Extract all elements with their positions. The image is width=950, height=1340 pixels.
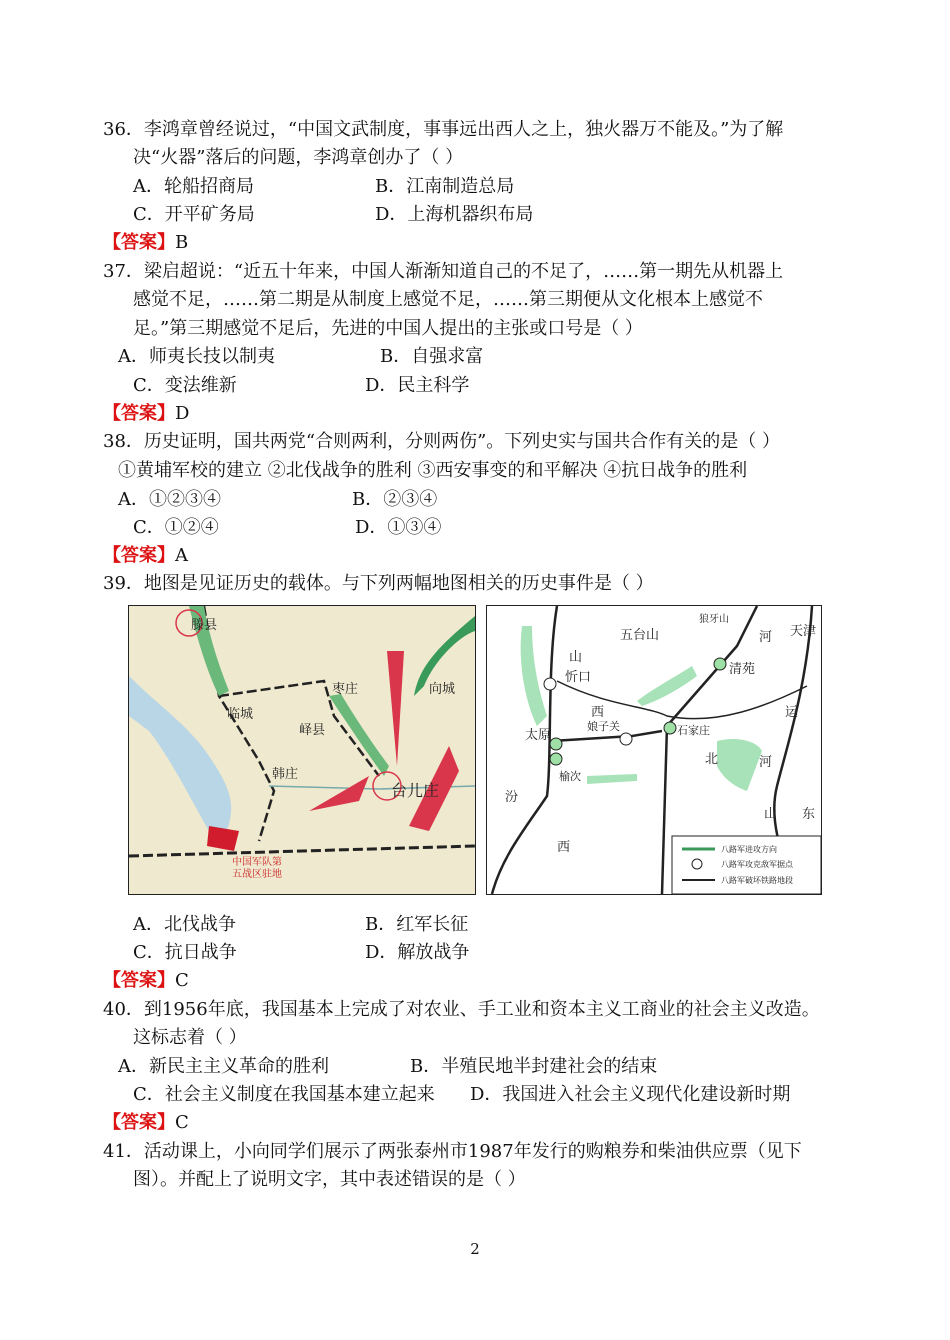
question-40-line-1: 40．到1956年底，我国基本上完成了对农业、手工业和资本主义工商业的社会主义改造。 <box>103 999 820 1020</box>
question-38-line-1: 38．历史证明，国共两党“合则两利，分则两伤”。下列史实与国共合作有关的是（ ） <box>103 431 781 452</box>
map-label: 西 <box>591 705 605 720</box>
option-38-d: D．①③④ <box>355 517 442 538</box>
question-41-line-2: 图）。并配上了说明文字，其中表述错误的是（ ） <box>133 1169 526 1190</box>
map-label: 五战区驻地 <box>232 869 282 880</box>
option-40-c: C．社会主义制度在我国基本建立起来 <box>133 1084 435 1105</box>
option-36-b: B．江南制造总局 <box>375 176 515 197</box>
shijiazhuang-point <box>664 722 676 734</box>
map-label: 河 <box>759 630 773 645</box>
question-38-line-2: ①黄埔军校的建立 ②北伐战争的胜利 ③西安事变的和平解决 ④抗日战争的胜利 <box>118 460 748 481</box>
option-36-d: D．上海机器织布局 <box>375 204 534 225</box>
option-37-a: A．师夷长技以制夷 <box>118 346 275 367</box>
attack-arrow <box>309 776 369 811</box>
green-area <box>587 774 637 784</box>
attack-arrow <box>387 651 404 766</box>
answer-value: D <box>175 403 190 424</box>
answer-value: B <box>175 232 189 253</box>
railway <box>129 846 475 856</box>
map-label: 枣庄 <box>332 682 359 697</box>
map-label: 中国军队第 <box>232 857 282 868</box>
map-label: 山 <box>569 650 583 665</box>
green-area <box>717 739 762 791</box>
answer-39 <box>103 969 189 993</box>
question-41-line-1: 41．活动课上，小向同学们展示了两张泰州市1987年发行的购粮券和柴油供应票（见下 <box>103 1141 802 1162</box>
map-label: 东 <box>802 807 816 822</box>
answer-value: A <box>175 545 188 566</box>
option-39-d: D．解放战争 <box>365 942 470 963</box>
taiyuan-point <box>550 738 562 750</box>
answer-40 <box>103 1111 189 1135</box>
answer-tag: 【答案】 <box>103 1112 175 1133</box>
green-area <box>521 626 547 726</box>
legend-label: 八路军攻克敌军据点 <box>721 860 793 869</box>
option-37-d: D．民主科学 <box>365 375 470 396</box>
yuci-point <box>550 753 562 765</box>
answer-tag: 【答案】 <box>103 970 175 991</box>
map-label: 运 <box>785 705 799 720</box>
question-37-line-1: 37．梁启超说：“近五十年来，中国人渐渐知道自己的不足了，……第一期先从机器上 <box>103 261 784 282</box>
option-39-b: B．红军长征 <box>365 914 469 935</box>
red-flag <box>207 826 239 851</box>
xinkou-stronghold-icon <box>544 678 556 690</box>
option-40-b: B．半殖民地半封建社会的结束 <box>410 1056 658 1077</box>
option-38-c: C．①②④ <box>133 517 219 538</box>
answer-36 <box>103 231 188 255</box>
option-37-c: C．变法维新 <box>133 375 237 396</box>
page-number: 2 <box>470 1240 480 1258</box>
map-label: 天津 <box>790 624 817 639</box>
option-36-a: A．轮船招商局 <box>133 176 254 197</box>
railway <box>662 726 667 894</box>
option-38-b: B．②③④ <box>352 489 438 510</box>
answer-tag: 【答案】 <box>103 232 175 253</box>
map-hundred-regiments <box>486 605 822 895</box>
map-taierzhuang <box>128 605 476 895</box>
legend-label: 八路军进攻方向 <box>721 845 777 854</box>
legend-label: 八路军破坏铁路地段 <box>721 876 793 885</box>
question-37-line-2: 感觉不足，……第二期是从制度上感觉不足，……第三期便从文化根本上感觉不 <box>133 289 763 310</box>
map-label: 北 <box>705 752 719 767</box>
map-label: 清苑 <box>729 662 756 677</box>
map-label: 西 <box>557 840 571 855</box>
question-36-line-2: 决“火器”落后的问题，李鸿章创办了（ ） <box>133 147 464 168</box>
answer-value: C <box>175 1112 189 1133</box>
question-39-line-1: 39．地图是见证历史的载体。与下列两幅地图相关的历史事件是（ ） <box>103 573 654 594</box>
map-label: 台儿庄 <box>391 781 440 800</box>
niangziguan-stronghold-icon <box>620 733 632 745</box>
question-36-line-1: 36．李鸿章曾经说过，“中国文武制度，事事远出西人之上，独火器万不能及。”为了解 <box>103 119 784 140</box>
answer-tag: 【答案】 <box>103 545 175 566</box>
answer-37 <box>103 402 189 426</box>
map-label: 忻口 <box>565 670 592 685</box>
question-37-line-3: 足。”第三期感觉不足后，先进的中国人提出的主张或口号是（ ） <box>133 318 643 339</box>
map-label: 滕县 <box>191 618 218 633</box>
option-38-a: A．①②③④ <box>118 489 221 510</box>
green-area <box>637 666 697 706</box>
option-36-c: C．开平矿务局 <box>133 204 255 225</box>
map-label: 向城 <box>429 682 456 697</box>
map-label: 山 <box>764 807 778 822</box>
map-label: 峄县 <box>299 723 326 738</box>
option-39-a: A．北伐战争 <box>133 914 236 935</box>
map-label: 韩庄 <box>272 767 299 782</box>
map-label: 狼牙山 <box>699 614 729 625</box>
answer-38 <box>103 544 188 568</box>
map-label: 河 <box>759 755 773 770</box>
map-label: 娘子关 <box>587 720 620 733</box>
map-taierzhuang-graphics <box>129 606 475 894</box>
answer-tag: 【答案】 <box>103 403 175 424</box>
map-label: 五台山 <box>620 628 660 643</box>
answer-value: C <box>175 970 189 991</box>
option-37-b: B．自强求富 <box>380 346 484 367</box>
qingyuan-point <box>714 658 726 670</box>
map-label: 榆次 <box>559 770 581 783</box>
japanese-advance-arrow <box>329 694 389 776</box>
map-label: 太原 <box>525 728 552 743</box>
map-label: 石家庄 <box>677 724 710 737</box>
option-39-c: C．抗日战争 <box>133 942 237 963</box>
option-40-a: A．新民主主义革命的胜利 <box>118 1056 329 1077</box>
map-label: 临城 <box>227 707 254 722</box>
option-40-d: D．我国进入社会主义现代化建设新时期 <box>470 1084 791 1105</box>
map-label: 汾 <box>505 790 519 805</box>
question-40-line-2: 这标志着（ ） <box>133 1027 247 1048</box>
